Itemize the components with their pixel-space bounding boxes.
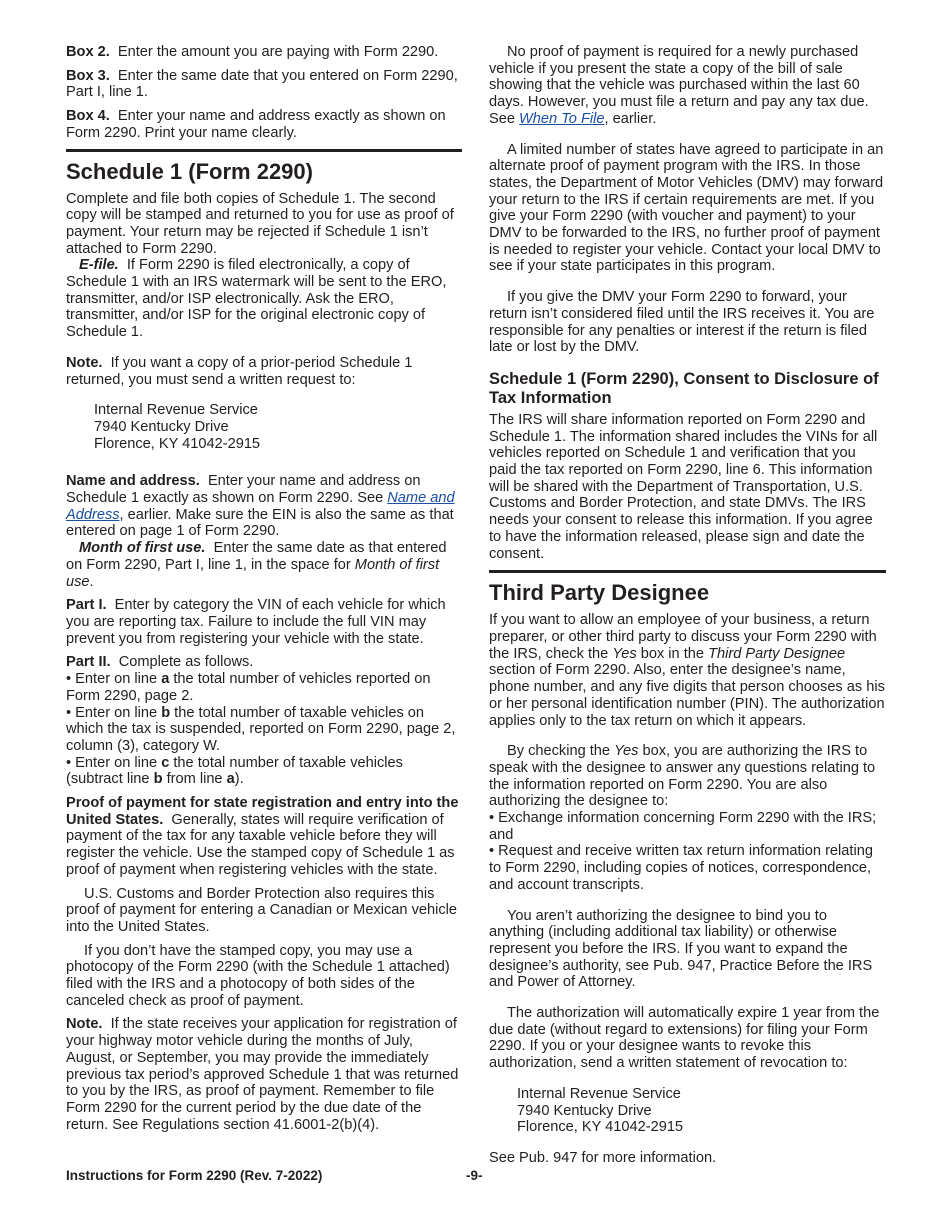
expire-paragraph: The authorization will automatically expire 1 year from the due date (without regard to extensions) for filing your Form 2290. If you or your designee wants to revoke this authorization, send a written statement of revocation to: bbox=[489, 1005, 880, 1072]
irs-address bbox=[66, 402, 462, 452]
bullet-line-c: • Enter on line c the total number of taxable vehicles (subtract line b from line a). bbox=[66, 755, 462, 788]
name-and-address-link[interactable]: Name and Address bbox=[66, 490, 455, 523]
address-line-3: Florence, KY 41042-2915 bbox=[517, 1119, 684, 1136]
part2-label: Part II. bbox=[66, 654, 111, 671]
proof-of-payment-label: Proof of payment for state registration and entry into the United States. bbox=[66, 795, 459, 828]
section-divider bbox=[489, 570, 886, 573]
consent-paragraph: The IRS will share information reported on Form 2290 and Schedule 1. The information shared includes the VINs for all vehicles reported on Schedule 1 and verification that you paid the tax reported on Form 2290, line 6. This information will be shared with the Department of Transportation, U.S. Customs and Border Protection, and state DMVs. The IRS needs your consent to release this information. If you agree to have the information released, please sign and date the consent. bbox=[489, 411, 878, 562]
efile-label: E-file. bbox=[79, 257, 119, 274]
box4-label: Box 4. bbox=[66, 108, 110, 125]
box2-label: Box 2. bbox=[66, 44, 110, 60]
bind-paragraph: You aren’t authorizing the designee to bind you to anything (including additional tax liability) or otherwise represent you before the IRS. If you want to expand the designee’s authority, see Pub. 947, Practice Before the IRS and Power of Attorney. bbox=[489, 907, 873, 991]
name-address-label: Name and address. bbox=[66, 473, 200, 490]
proof-of-payment-paragraph: Proof of payment for state registration and entry into the United States. Generally, states will require verification of payment of the tax for any taxable vehicle before they will register the vehicle. Use the stamped copy of Schedule 1 as proof of payment when registering vehicles with the state. bbox=[66, 795, 459, 878]
irs-address bbox=[489, 1086, 886, 1136]
third-party-designee-heading: Third Party Designee bbox=[489, 580, 710, 606]
no-proof-paragraph: No proof of payment is required for a newly purchased vehicle if you present the state a copy of the bill of sale showing that the vehicle was purchased within the last 60 days. However, you must file a return and pay any tax due. See When To File, earlier. bbox=[489, 44, 869, 127]
right-column bbox=[489, 44, 886, 1167]
part2-paragraph: Part II. Complete as follows. bbox=[66, 654, 254, 671]
customs-paragraph: U.S. Customs and Border Protection also requires this proof of payment for entering a Canadian or Mexican vehicle into the United States. bbox=[66, 885, 458, 935]
box3-label: Box 3. bbox=[66, 67, 110, 84]
address-line-1: Internal Revenue Service bbox=[94, 402, 258, 419]
schedule1-heading: Schedule 1 (Form 2290) bbox=[66, 158, 313, 184]
bullet-line-a: • Enter on line a the total number of vehicles reported on Form 2290, page 2. bbox=[66, 671, 462, 704]
page-number: -9- bbox=[466, 1168, 483, 1183]
note-state-registration: Note. If the state receives your application for registration of your highway motor vehicle during the months of July, August, or September, you may provide the immediately previous tax period’s approved Schedule 1 that was returned to you by the IRS, as proof of payment. Remember to file Form 2290 for the current period by the due date of the return. See Regulations section 41.6001-2(b)(4). bbox=[66, 1016, 459, 1133]
alternate-proof-paragraph: A limited number of states have agreed to participate in an alternate proof of payment program with the IRS. In those states, the Department of Motor Vehicles (DMV) may forward your return to the IRS if certain requirements are met. If you give your Form 2290 (with voucher and payment) to your DMV to be forwarded to the IRS, no further proof of payment is needed to register your vehicle. Contact your local DMV to see if your state participates in this program. bbox=[489, 141, 884, 275]
see-pub-947: See Pub. 947 for more information. bbox=[489, 1149, 717, 1166]
section-divider bbox=[66, 149, 462, 152]
bullet-exchange-info: • Exchange information concerning Form 2290 with the IRS; and bbox=[489, 810, 886, 843]
efile-paragraph: E-file. If Form 2290 is filed electronically, a copy of Schedule 1 with an IRS watermark will be sent to the ERO, transmitter, and/or ISP electronically. Ask the ERO, transmitter, and/or ISP for the original electronic copy of Schedule 1. bbox=[66, 257, 447, 341]
note-prior-period: Note. If you want a copy of a prior-period Schedule 1 returned, you must send a written request to: bbox=[66, 354, 413, 388]
bullet-request-info: • Request and receive written tax return information relating to Form 2290, including copies of notices, correspondence, and account transcripts. bbox=[489, 843, 886, 893]
box4-paragraph: Box 4. Enter your name and address exactly as shown on Form 2290. Print your name clearly. bbox=[66, 108, 446, 141]
bullet-line-b: • Enter on line b the total number of taxable vehicles on which the tax is suspended, reported on Form 2290, page 2, column (3), category W. bbox=[66, 705, 462, 755]
address-line-3: Florence, KY 41042-2915 bbox=[94, 435, 261, 452]
tpd-intro-paragraph: If you want to allow an employee of your business, a return preparer, or other third party to discuss your Form 2290 with the IRS, check the Yes box in the Third Party Designee section of Form 2290. Also, enter the designee’s name, phone number, and any five digits that person chooses as his or her personal identification number (PIN). The authorization applies only to the tax return on which it appears. bbox=[489, 612, 885, 729]
consent-heading: Schedule 1 (Form 2290), Consent to Disclosure of Tax Information bbox=[489, 369, 879, 407]
photocopy-paragraph: If you don’t have the stamped copy, you may use a photocopy of the Form 2290 (with the Schedule 1 attached) filed with the IRS and a photocopy of both sides of the canceled check as proof of payment. bbox=[66, 942, 450, 1009]
dmv-forward-paragraph: If you give the DMV your Form 2290 to forward, your return isn’t considered filed until the IRS receives it. You are responsible for any penalties or interest if the return is filed late or lost by the DMV. bbox=[489, 289, 875, 356]
month-first-use-paragraph: Month of first use. Enter the same date as that entered on Form 2290, Part I, line 1, in the space for Month of first use. bbox=[66, 540, 447, 590]
address-line-1: Internal Revenue Service bbox=[517, 1085, 681, 1102]
schedule1-intro: Complete and file both copies of Schedule 1. The second copy will be stamped and returned to you for use as proof of payment. Your return may be rejected if Schedule 1 isn’t attached to Form 2290. bbox=[66, 190, 454, 257]
part1-label: Part I. bbox=[66, 597, 107, 614]
part1-paragraph: Part I. Enter by category the VIN of each vehicle for which you are reporting tax. Failure to include the full VIN may prevent you from registering your vehicle with the state. bbox=[66, 597, 446, 647]
left-column bbox=[66, 44, 462, 1133]
box3-paragraph: Box 3. Enter the same date that you entered on Form 2290, Part I, line 1. bbox=[66, 67, 458, 101]
address-line-2: 7940 Kentucky Drive bbox=[94, 418, 229, 435]
checking-yes-paragraph: By checking the Yes box, you are authorizing the IRS to speak with the designee to answer any questions relating to the information reported on Form 2290. You are also authorizing the designee to: bbox=[489, 743, 876, 810]
month-first-use-label: Month of first use. bbox=[79, 540, 206, 557]
footer-title: Instructions for Form 2290 (Rev. 7-2022) bbox=[66, 1168, 323, 1183]
box2-paragraph: Box 2. Enter the amount you are paying with Form 2290. bbox=[66, 44, 439, 60]
note2-label: Note. bbox=[66, 1016, 103, 1033]
address-line-2: 7940 Kentucky Drive bbox=[517, 1102, 652, 1119]
note-label: Note. bbox=[66, 354, 103, 371]
name-address-paragraph: Name and address. Enter your name and address on Schedule 1 exactly as shown on Form 2290. See Name and Address, earlier. Make sure the EIN is also the same as that entered on page 1 of Form 2290. bbox=[66, 473, 455, 540]
when-to-file-link[interactable]: When To File bbox=[519, 110, 605, 127]
